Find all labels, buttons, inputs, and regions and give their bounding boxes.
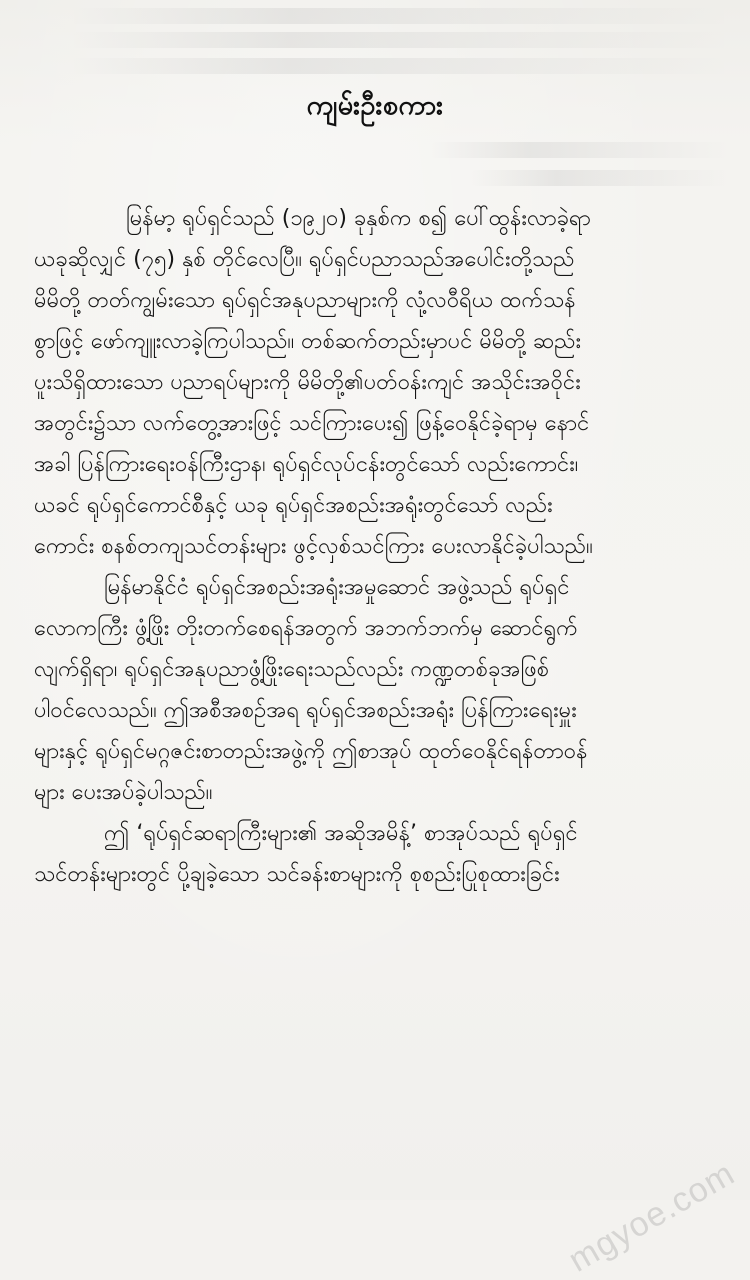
paragraph-line: ကောင်း စနစ်တကျသင်တန်းများ ဖွင့်လှစ်သင်ကြား ပေးလာနိုင်ခဲ့ပါသည်။ xyxy=(34,534,593,559)
watermark: mgyoe.com xyxy=(562,1154,742,1280)
bleed-through-text xyxy=(470,170,730,186)
paragraph-line: ပူးသိရှိထားသော ပညာရပ်များကို မိမိတို့၏ပတ်ဝန်းကျင် အသိုင်းအဝိုင်း xyxy=(34,370,581,395)
paragraph-line: မိမိတို့ တတ်ကျွမ်းသော ရုပ်ရှင်အနုပညာများကို လုံ့လဝီရိယ ထက်သန် xyxy=(34,288,576,313)
paragraph-line: အတွင်း၌သာ လက်တွေ့အားဖြင့် သင်ကြားပေး၍ ဖြန့်ဝေနိုင်ခဲ့ရာမှ နောင် xyxy=(34,411,590,436)
paragraph-line: များနှင့် ရုပ်ရှင်မဂ္ဂဇင်းစာတည်းအဖွဲ့ကို ဤစာအုပ် ထုတ်ဝေနိုင်ရန်တာဝန် xyxy=(34,739,588,764)
bleed-through-text xyxy=(70,32,730,48)
paragraph-line: ယခုဆိုလျှင် (၇၅) နှစ် တိုင်လေပြီ။ ရုပ်ရှင်ပညာသည်အပေါင်းတို့သည် xyxy=(34,247,575,272)
paragraph-line: မြန်မာနိုင်ငံ ရုပ်ရှင်အစည်းအရုံးအမှုဆောင် အဖွဲ့သည် ရုပ်ရှင် xyxy=(104,575,570,600)
paragraph-line: သင်တန်းများတွင် ပို့ချခဲ့သော သင်ခန်းစာများကို စုစည်းပြုစုထားခြင်း xyxy=(34,862,560,887)
bleed-through-text xyxy=(70,58,730,74)
paragraph-line: စွာဖြင့် ဖော်ကျူးလာခဲ့ကြပါသည်။ တစ်ဆက်တည်းမှာပင် မိမိတို့ ဆည်း xyxy=(34,329,582,354)
paragraph-line: အခါ ပြန်ကြားရေးဝန်ကြီးဌာန၊ ရုပ်ရှင်လုပ်ငန်းတွင်သော် လည်းကောင်း၊ xyxy=(34,452,579,477)
paragraph-line: လျက်ရှိရာ၊ ရုပ်ရှင်အနုပညာဖွံ့ဖြိုးရေးသည်လည်း ကဏ္ဍတစ်ခုအဖြစ် xyxy=(34,657,550,682)
bleed-through-text xyxy=(430,142,730,158)
paragraph-line: လောကကြီး ဖွံ့ဖြိုး တိုးတက်စေရန်အတွက် အဘက်ဘက်မှ ဆောင်ရွက် xyxy=(34,616,578,641)
paragraph-line: များ ပေးအပ်ခဲ့ပါသည်။ xyxy=(34,780,213,805)
bleed-through-text xyxy=(70,8,730,24)
body-text xyxy=(34,198,724,895)
page-title: ကျမ်းဦးစကား xyxy=(306,90,444,121)
paragraph-line: ဤ ‘ရုပ်ရှင်ဆရာကြီးများ၏ အဆိုအမိန့်’ စာအုပ်သည် ရုပ်ရှင် xyxy=(104,821,578,846)
paragraph-line: မြန်မာ့ ရုပ်ရှင်သည် (၁၉၂၀) ခုနှစ်က စ၍ ပေါ်ထွန်းလာခဲ့ရာ xyxy=(126,206,591,231)
paragraph-line: ယခင် ရုပ်ရှင်ကောင်စီနှင့် ယခု ရုပ်ရှင်အစည်းအရုံးတွင်သော် လည်း xyxy=(34,493,553,518)
paragraph-line: ပါဝင်လေသည်။ ဤအစီအစဉ်အရ ရုပ်ရှင်အစည်းအရုံး ပြန်ကြားရေးမှူး xyxy=(34,698,577,723)
